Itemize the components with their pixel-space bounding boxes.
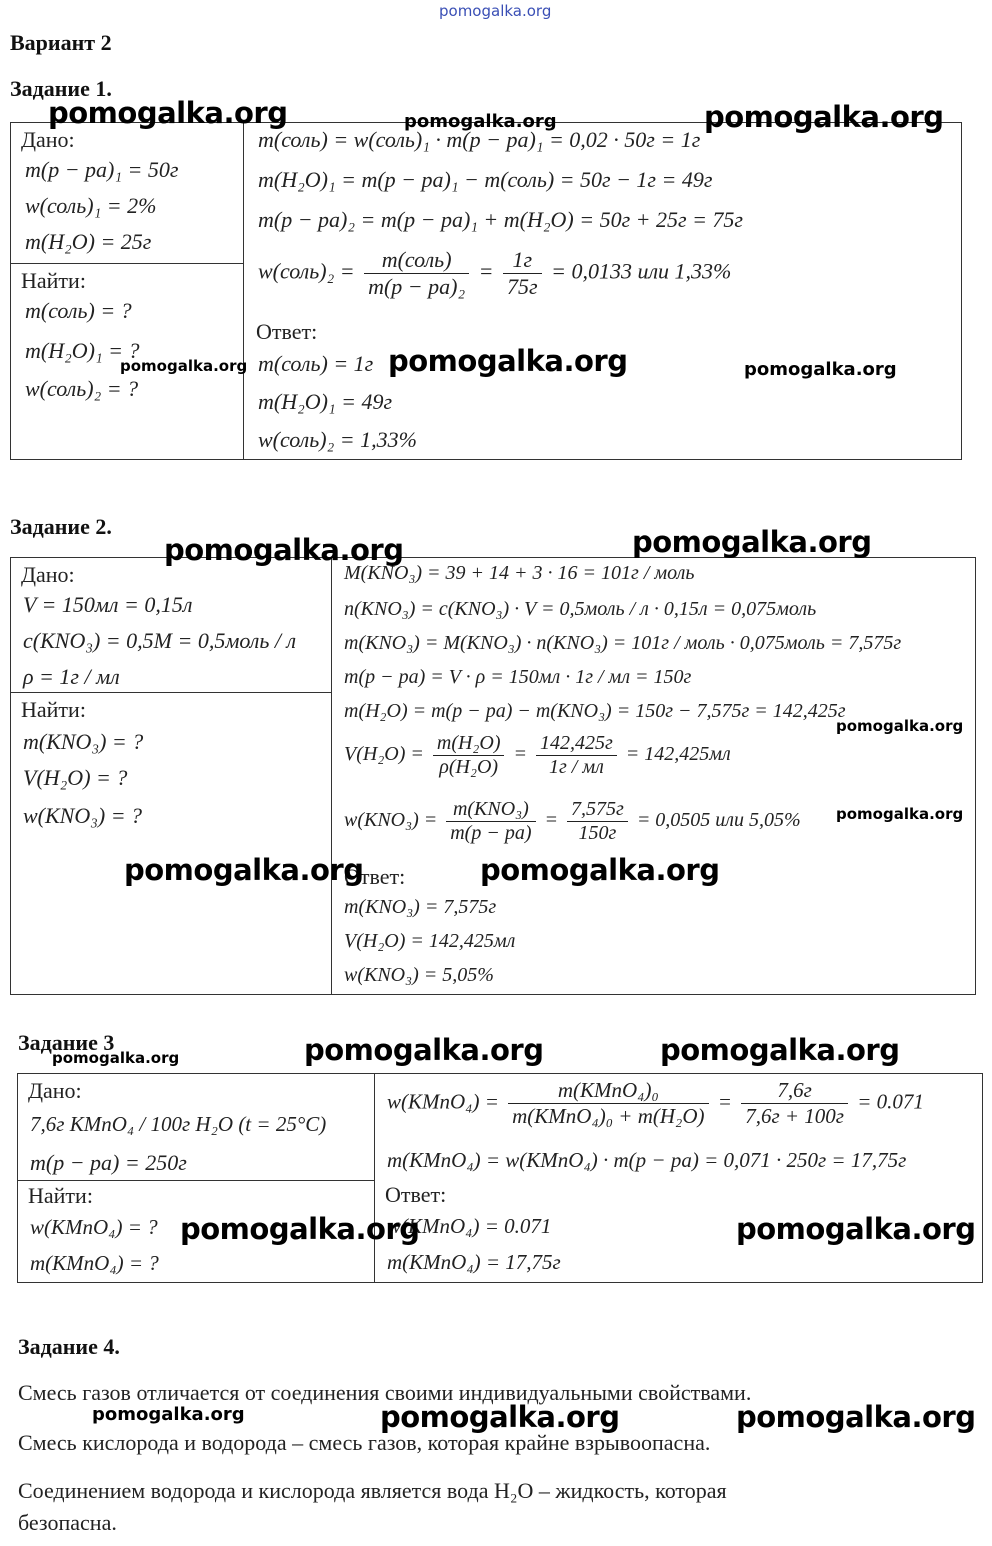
task4-paragraph: Соединением водорода и кислорода является вода H₂O – жидкость, которая: [18, 1478, 727, 1503]
watermark: pomogalka.org: [836, 805, 964, 823]
task2-v-right: = 142,425мл: [625, 743, 731, 766]
task3-find-label: Найти:: [28, 1183, 93, 1208]
watermark: pomogalka.org: [388, 344, 628, 378]
task1-fraction-equation: [258, 247, 731, 300]
task2-find-line: V(H₂O) = ?: [23, 765, 128, 790]
task2-w-fraction-2: [567, 798, 628, 845]
task3-given-label: Дано:: [28, 1078, 82, 1103]
task3-given-cell: [18, 1074, 375, 1181]
task2-v-fraction-1: [433, 732, 505, 779]
watermark: pomogalka.org: [164, 533, 404, 567]
task1-find-line: w(соль)₂ = ?: [25, 376, 139, 401]
task3-frac-right: = 0.071: [857, 1089, 924, 1114]
watermark: pomogalka.org: [48, 96, 288, 130]
task2-volume-equation: [344, 732, 731, 779]
task1-find-label: Найти:: [21, 268, 86, 293]
task3-find-line: m(KMnO₄) = ?: [30, 1251, 159, 1275]
watermark: pomogalka.org: [736, 1212, 976, 1246]
task1-heading: Задание 1.: [10, 76, 112, 101]
task2-v-fraction-2: [536, 732, 617, 779]
task3-fraction-1: [508, 1078, 708, 1129]
task3-find-line: w(KMnO₄) = ?: [30, 1215, 158, 1239]
task1-answer-line: m(соль) = 1г: [258, 351, 374, 376]
task3-frac-num2: 7,6г: [741, 1078, 848, 1104]
watermark: pomogalka.org: [632, 525, 872, 559]
task3-table: [17, 1073, 983, 1283]
watermark: pomogalka.org: [52, 1049, 180, 1067]
task1-table: [10, 122, 962, 460]
task2-w-right: = 0,0505 или 5,05%: [636, 809, 801, 832]
task2-v-eq: =: [513, 743, 527, 766]
task1-given-cell: [11, 123, 244, 264]
task2-solution-line: m(H₂O) = m(p − pa) − m(KNO₃) = 150г − 7,575г = 142,425г: [344, 700, 846, 722]
task2-v-den2: 1г / мл: [548, 756, 604, 778]
task2-w-den1: m(p − pa): [450, 822, 532, 844]
task4-paragraph: Смесь кислорода и водорода – смесь газов, которая крайне взрывоопасна.: [18, 1430, 711, 1455]
task1-frac-num2: 1г: [503, 247, 542, 274]
task2-solution-cell: [332, 558, 976, 995]
task2-find-label: Найти:: [21, 697, 86, 722]
task2-solution-line: m(p − pa) = V · ρ = 150мл · 1г / мл = 150г: [344, 666, 692, 688]
task4-paragraph: Смесь газов отличается от соединения своими индивидуальными свойствами.: [18, 1380, 752, 1405]
task2-answer-line: w(KNO₃) = 5,05%: [344, 964, 494, 986]
task3-given-line: m(p − pa) = 250г: [30, 1150, 187, 1175]
watermark: pomogalka.org: [180, 1212, 420, 1246]
watermark: pomogalka.org: [404, 111, 557, 132]
task2-w-den2: 150г: [578, 822, 617, 844]
task2-heading: Задание 2.: [10, 514, 112, 539]
task4-paragraph: безопасна.: [18, 1510, 117, 1535]
task2-answer-line: m(KNO₃) = 7,575г: [344, 896, 497, 918]
task3-given-line: 7,6г KMnO₄ / 100г H₂O (t = 25°C): [30, 1112, 327, 1136]
task2-solution-line: m(KNO₃) = M(KNO₃) · n(KNO₃) = 101г / моль · 0,075моль = 7,575г: [344, 632, 902, 654]
task2-given-line: c(KNO₃) = 0,5M = 0,5моль / л: [23, 628, 297, 653]
task3-answer-label: Ответ:: [385, 1182, 447, 1207]
task1-frac-eq: =: [478, 258, 494, 284]
task3-frac-den2: 7,6г + 100г: [745, 1104, 844, 1128]
task4-heading: Задание 4.: [18, 1334, 120, 1359]
watermark: pomogalka.org: [380, 1400, 620, 1434]
task1-frac-left: w(соль)₂ =: [258, 258, 355, 284]
task1-given-label: Дано:: [21, 127, 75, 152]
task2-given-line: V = 150мл = 0,15л: [23, 592, 193, 617]
task1-fraction-2: [503, 247, 542, 300]
task2-find-cell: [11, 693, 332, 995]
task1-solution-line: m(H₂O)₁ = m(p − pa)₁ − m(соль) = 50г − 1г = 49г: [258, 167, 713, 192]
task2-given-label: Дано:: [21, 562, 75, 587]
task1-find-line: m(соль) = ?: [25, 298, 132, 323]
task3-frac-num1: m(KMnO₄)₀: [508, 1078, 708, 1104]
task1-given-line: w(соль)₁ = 2%: [25, 193, 157, 218]
task3-answer-line: m(KMnO₄) = 17,75г: [387, 1250, 561, 1274]
watermark: pomogalka.org: [660, 1033, 900, 1067]
task1-answer-line: w(соль)₂ = 1,33%: [258, 427, 417, 452]
task1-fraction-1: [364, 247, 469, 300]
task3-fraction-2: [741, 1078, 848, 1129]
task2-fraction-equation: [344, 798, 801, 845]
top-watermark: pomogalka.org: [439, 2, 552, 20]
watermark: pomogalka.org: [92, 1404, 245, 1425]
task1-frac-right: = 0,0133 или 1,33%: [551, 258, 732, 284]
task2-answer-line: V(H₂O) = 142,425мл: [344, 930, 516, 952]
task3-answer-line: w(KMnO₄) = 0.071: [387, 1214, 552, 1238]
task2-answer-label: Ответ:: [344, 864, 406, 889]
task1-answer-line: m(H₂O)₁ = 49г: [258, 389, 393, 414]
task2-w-eq: =: [544, 809, 558, 832]
task1-solution-line: m(p − pa)₂ = m(p − pa)₁ + m(H₂O) = 50г + 25г = 75г: [258, 207, 744, 232]
task1-frac-num1: m(соль): [364, 247, 469, 274]
task2-v-den1: ρ(H₂O): [439, 756, 499, 778]
task1-solution-cell: [244, 123, 962, 460]
task2-solution-line: n(KNO₃) = c(KNO₃) · V = 0,5моль / л · 0,15л = 0,075моль: [344, 598, 817, 620]
task1-solution-line: m(соль) = w(соль)₁ · m(p − pa)₁ = 0,02 · 50г = 1г: [258, 127, 701, 152]
watermark: pomogalka.org: [736, 1400, 976, 1434]
task1-given-line: m(H₂O) = 25г: [25, 229, 152, 254]
task3-frac-eq: =: [717, 1089, 732, 1114]
task3-fraction-equation: [387, 1078, 924, 1129]
task1-answer-label: Ответ:: [256, 319, 318, 344]
task2-given-line: ρ = 1г / мл: [23, 664, 120, 689]
task3-solution-line: m(KMnO₄) = w(KMnO₄) · m(p − pa) = 0,071 · 250г = 17,75г: [387, 1148, 907, 1172]
task2-w-num1: m(KNO₃): [446, 798, 535, 822]
task2-w-left: w(KNO₃) =: [344, 809, 438, 832]
task2-v-num2: 142,425г: [536, 732, 617, 756]
watermark: pomogalka.org: [124, 853, 364, 887]
watermark: pomogalka.org: [120, 357, 248, 375]
task2-solution-line: M(KNO₃) = 39 + 14 + 3 · 16 = 101г / моль: [344, 562, 695, 584]
task2-v-left: V(H₂O) =: [344, 743, 424, 766]
watermark: pomogalka.org: [836, 717, 964, 735]
task2-find-line: w(KNO₃) = ?: [23, 803, 143, 828]
task2-v-num1: m(H₂O): [433, 732, 505, 756]
task2-find-line: m(KNO₃) = ?: [23, 729, 144, 754]
task2-w-fraction-1: [446, 798, 535, 845]
watermark: pomogalka.org: [744, 359, 897, 380]
task3-solution-cell: [375, 1074, 983, 1283]
watermark: pomogalka.org: [480, 853, 720, 887]
variant-title: Вариант 2: [10, 30, 112, 55]
task2-given-cell: [11, 558, 332, 693]
task1-frac-den1: m(p − pa)₂: [368, 274, 466, 299]
watermark: pomogalka.org: [304, 1033, 544, 1067]
task2-table: [10, 557, 976, 995]
watermark: pomogalka.org: [704, 100, 944, 134]
task1-frac-den2: 75г: [507, 274, 538, 299]
task2-w-num2: 7,575г: [567, 798, 628, 822]
task1-given-line: m(p − pa)₁ = 50г: [25, 157, 179, 182]
task3-frac-den1: m(KMnO₄)₀ + m(H₂O): [512, 1104, 705, 1128]
task3-frac-left: w(KMnO₄) =: [387, 1089, 499, 1114]
task3-heading: Задание 3: [18, 1030, 115, 1055]
task1-find-line: m(H₂O)₁ = ?: [25, 338, 140, 363]
